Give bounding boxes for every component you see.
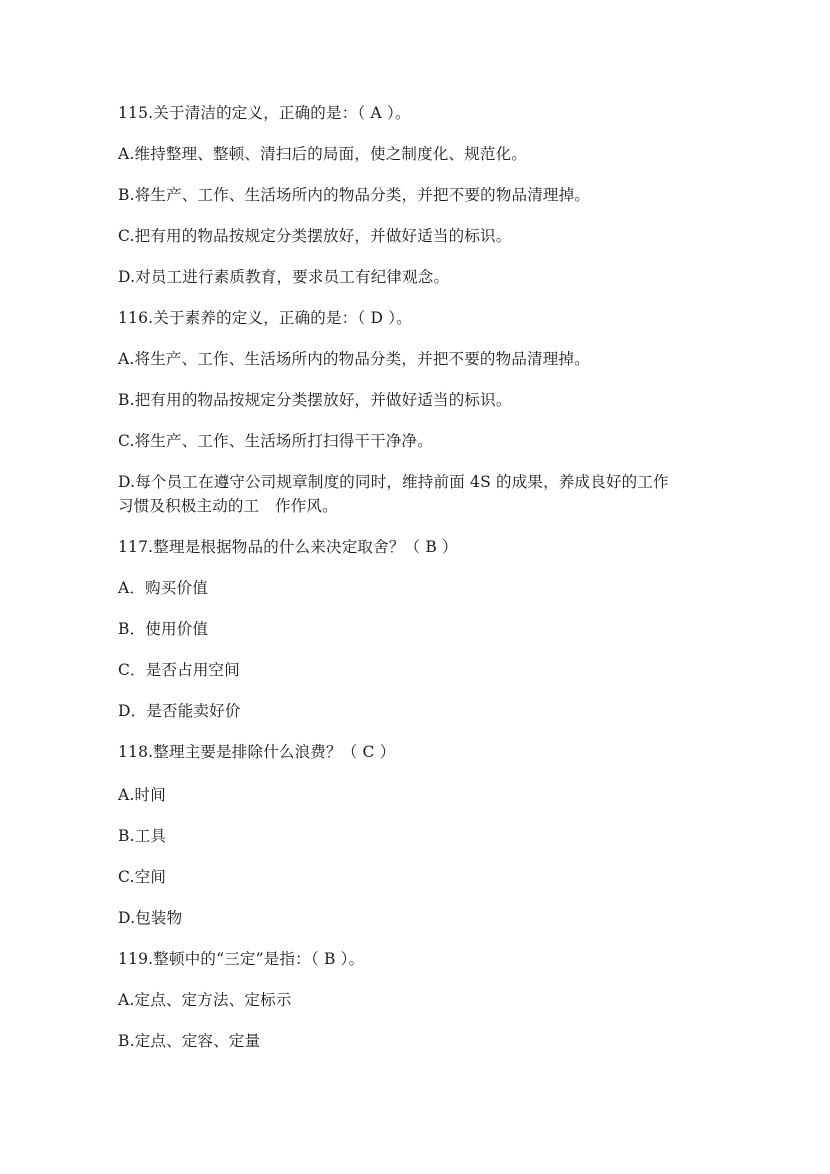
option-118-a: A.时间	[118, 786, 166, 804]
option-116-b: B.把有用的物品按规定分类摆放好，并做好适当的标识。	[118, 391, 512, 409]
option-115-b: B.将生产、工作、生活场所内的物品分类，并把不要的物品清理掉。	[118, 186, 591, 204]
question-115: 115.关于清洁的定义，正确的是：（ A ）。	[118, 104, 411, 122]
option-117-b: B．使用价值	[118, 620, 209, 638]
option-117-d: D．是否能卖好价	[118, 702, 241, 720]
option-118-d: D.包装物	[118, 909, 183, 927]
option-115-d: D.对员工进行素质教育，要求员工有纪律观念。	[118, 268, 450, 286]
question-117: 117.整理是根据物品的什么来决定取舍？（ B ）	[118, 538, 458, 556]
option-115-c: C.把有用的物品按规定分类摆放好，并做好适当的标识。	[118, 227, 512, 245]
question-118: 118.整理主要是排除什么浪费？（ C ）	[118, 743, 396, 761]
option-119-b: B.定点、定容、定量	[118, 1032, 261, 1050]
option-119-a: A.定点、定方法、定标示	[118, 991, 292, 1009]
option-116-d-continued: 习惯及积极主动的工 作作风。	[118, 497, 338, 515]
option-116-d: D.每个员工在遵守公司规章制度的同时，维持前面 4S 的成果，养成良好的工作	[118, 473, 669, 491]
question-119: 119.整顿中的“三定”是指：（ B ）。	[118, 950, 365, 968]
option-117-c: C．是否占用空间	[118, 661, 240, 679]
option-118-c: C.空间	[118, 868, 167, 886]
option-118-b: B.工具	[118, 827, 167, 845]
option-115-a: A.维持整理、整顿、清扫后的局面，使之制度化、规范化。	[118, 145, 528, 163]
option-117-a: A．购买价值	[118, 579, 208, 597]
option-116-a: A.将生产、工作、生活场所内的物品分类，并把不要的物品清理掉。	[118, 350, 590, 368]
question-116: 116.关于素养的定义，正确的是：（ D ）。	[118, 309, 412, 327]
option-116-c: C.将生产、工作、生活场所打扫得干干净净。	[118, 432, 433, 450]
